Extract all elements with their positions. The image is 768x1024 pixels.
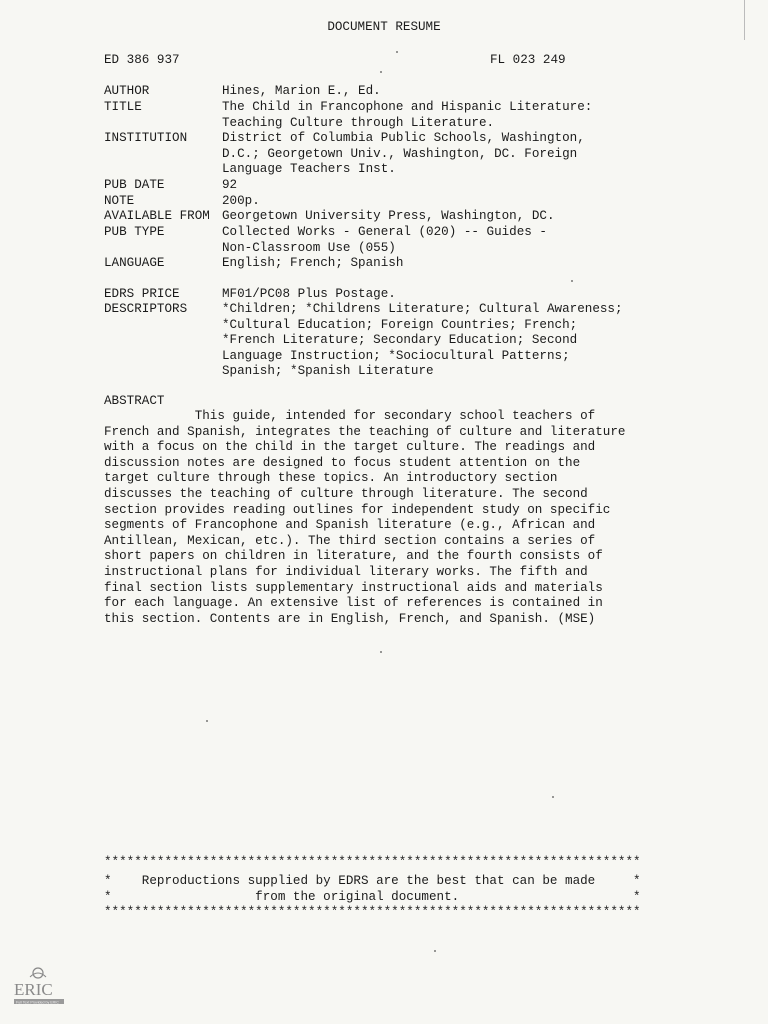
reproduction-notice-line2: * from the original document. * bbox=[104, 890, 641, 904]
scan-edge-mark bbox=[744, 0, 745, 40]
meta-value-line: District of Columbia Public Schools, Washington, bbox=[222, 131, 585, 145]
meta-label: DESCRIPTORS bbox=[104, 302, 188, 316]
meta-value-line: Spanish; *Spanish Literature bbox=[222, 364, 434, 379]
logo-text: ERIC bbox=[14, 980, 53, 999]
meta-value-line: Collected Works - General (020) -- Guides - bbox=[222, 225, 547, 239]
scan-speck bbox=[552, 796, 554, 798]
meta-value-line: Language Instruction; *Sociocultural Patterns; bbox=[222, 348, 570, 363]
asterisk-border-top: *********************************************************************** bbox=[104, 855, 641, 869]
abstract-line: French and Spanish, integrates the teaching of culture and literature bbox=[104, 424, 626, 439]
meta-label: NOTE bbox=[104, 194, 135, 208]
meta-label: LANGUAGE bbox=[104, 256, 165, 270]
abstract-body bbox=[104, 409, 664, 627]
meta-label: PUB DATE bbox=[104, 178, 165, 192]
meta-value-line: Georgetown University Press, Washington, DC. bbox=[222, 209, 555, 223]
scan-speck bbox=[380, 651, 382, 653]
scan-speck bbox=[206, 720, 208, 722]
meta-value-line: Hines, Marion E., Ed. bbox=[222, 84, 381, 98]
meta-value-line: MF01/PC08 Plus Postage. bbox=[222, 287, 396, 301]
meta-label: PUB TYPE bbox=[104, 225, 165, 239]
ed-number: ED 386 937 bbox=[104, 53, 180, 67]
meta-value-line: Teaching Culture through Literature. bbox=[222, 115, 495, 130]
abstract-line: discussion notes are designed to focus student attention on the bbox=[104, 455, 581, 470]
meta-value-line: D.C.; Georgetown Univ., Washington, DC. Foreign bbox=[222, 146, 578, 161]
scan-speck bbox=[571, 280, 573, 282]
abstract-line: This guide, intended for secondary school teachers of bbox=[104, 409, 596, 423]
meta-value-line: English; French; Spanish bbox=[222, 256, 404, 270]
asterisk-border-bottom: *********************************************************************** bbox=[104, 905, 641, 919]
abstract-line: instructional plans for individual literary works. The fifth and bbox=[104, 564, 588, 579]
abstract-line: Antillean, Mexican, etc.). The third section contains a series of bbox=[104, 533, 596, 548]
document-title: DOCUMENT RESUME bbox=[327, 20, 441, 34]
abstract-line: final section lists supplementary instructional aids and materials bbox=[104, 580, 603, 595]
abstract-line: with a focus on the child in the target culture. The readings and bbox=[104, 440, 596, 455]
meta-value-line: *Cultural Education; Foreign Countries; French; bbox=[222, 317, 578, 332]
meta-label: TITLE bbox=[104, 100, 142, 114]
abstract-line: this section. Contents are in English, French, and Spanish. (MSE) bbox=[104, 611, 596, 626]
reproduction-notice-line1: * Reproductions supplied by EDRS are the best that can be made * bbox=[104, 874, 641, 888]
meta-value-line: 200p. bbox=[222, 194, 260, 208]
abstract-line: section provides reading outlines for independent study on specific bbox=[104, 502, 611, 517]
scan-speck bbox=[380, 71, 382, 73]
logo-caption: Full Text Provided by ERIC bbox=[16, 1000, 59, 1005]
meta-value-line: *French Literature; Secondary Education; Second bbox=[222, 333, 578, 348]
fl-number: FL 023 249 bbox=[490, 53, 566, 67]
meta-value-line: The Child in Francophone and Hispanic Literature: bbox=[222, 100, 593, 114]
eric-logo bbox=[10, 965, 66, 1007]
scan-speck bbox=[434, 950, 436, 952]
abstract-line: for each language. An extensive list of references is contained in bbox=[104, 596, 603, 611]
abstract-line: discusses the teaching of culture through literature. The second bbox=[104, 486, 588, 501]
abstract-line: target culture through these topics. An introductory section bbox=[104, 471, 558, 486]
abstract-line: short papers on children in literature, and the fourth consists of bbox=[104, 549, 603, 564]
abstract-line: segments of Francophone and Spanish literature (e.g., African and bbox=[104, 518, 596, 533]
meta-value-line: Non-Classroom Use (055) bbox=[222, 240, 396, 255]
meta-value-line: Language Teachers Inst. bbox=[222, 162, 396, 177]
meta-label: EDRS PRICE bbox=[104, 287, 180, 301]
meta-label: AVAILABLE FROM bbox=[104, 209, 210, 223]
abstract-label: ABSTRACT bbox=[104, 394, 165, 408]
meta-label: INSTITUTION bbox=[104, 131, 188, 145]
meta-value-line: *Children; *Childrens Literature; Cultural Awareness; bbox=[222, 302, 623, 316]
scan-speck bbox=[396, 51, 398, 53]
meta-label: AUTHOR bbox=[104, 84, 150, 98]
meta-value-line: 92 bbox=[222, 178, 238, 192]
